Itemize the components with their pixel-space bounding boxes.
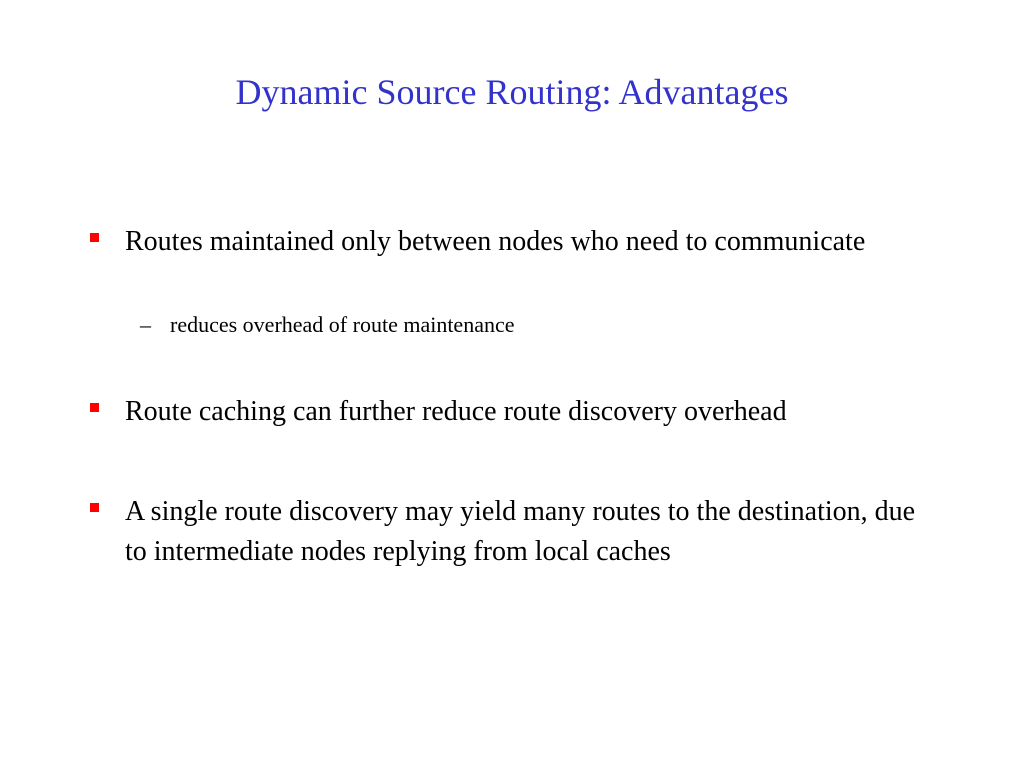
bullet-text: A single route discovery may yield many routes to the destination, due to intermediate nodes replying from local caches <box>125 496 916 567</box>
square-bullet-icon <box>90 403 99 412</box>
sub-bullet-text: reduces overhead of route maintenance <box>170 312 515 337</box>
square-bullet-icon <box>90 233 99 242</box>
bullet-text: Routes maintained only between nodes who need to communicate <box>125 226 866 257</box>
bullet-text: Route caching can further reduce route discovery overhead <box>125 396 787 427</box>
dash-bullet-icon: – <box>140 312 151 337</box>
slide-title: Dynamic Source Routing: Advantages <box>235 72 789 112</box>
square-bullet-icon <box>90 503 99 512</box>
